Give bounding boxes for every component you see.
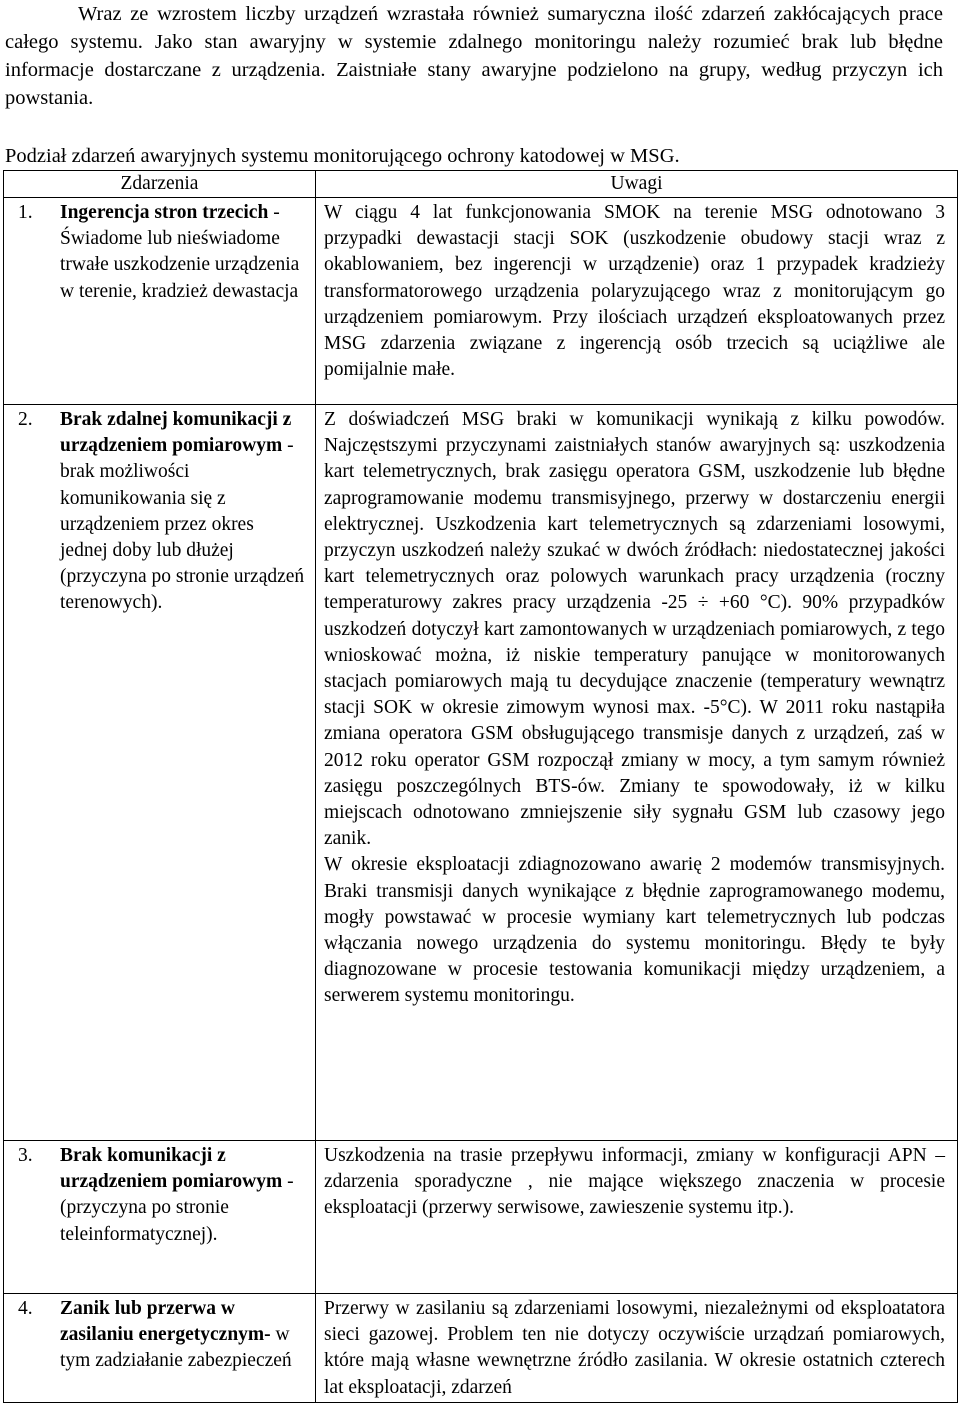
remarks-cell (316, 1141, 958, 1294)
remarks-cell (316, 198, 958, 405)
event-cell (4, 198, 316, 405)
event-description (60, 407, 305, 617)
header-events: Zdarzenia (4, 171, 316, 198)
remarks-paragraph: Uszkodzenia na trasie przepływu informacji, zmiany w konfiguracji APN – zdarzenia sporadyczne , nie mające większego znaczenia w procesie eksploatacji (przerwy serwisowe, zawieszenie systemu itp.). (324, 1145, 945, 1219)
remarks-paragraph: W ciągu 4 lat funkcjonowania SMOK na terenie MSG odnotowano 3 przypadki dewastacji stacji SOK (uszkodzenie obudowy stacji wraz z okablowaniem, bez ingerencji w urządzenie) oraz 1 przypadek kradzieży transformatorowego urządzenia polaryzującego wraz z monitorującym go urządzeniem pomiarowym. Przy ilościach urządzeń eksploatowanych przez MSG zdarzenia związane z ingerencją osób trzecich są uciążliwe ale pomijalnie małe. (324, 202, 945, 381)
remarks-paragraph: Przerwy w zasilaniu są zdarzeniami losowymi, niezależnymi od eksploatatora sieci gazowej. Problem ten nie dotyczy oczywiście urządzań pomiarowych, które mają własne wewnętrzne źródło zasilania. W okresie ostatnich czterech lat eksploatacji, zdarzeń (324, 1298, 945, 1398)
event-title: Brak komunikacji z urządzeniem pomiarowym (60, 1145, 283, 1193)
table-row (4, 405, 958, 1141)
event-number: 2. (18, 409, 33, 430)
remarks-paragraph: W okresie eksploatacji zdiagnozowano awarię 2 modemów transmisyjnych. Braki transmisji danych wynikające z błędnie zaprogramowanego modemu, mogły powstawać w procesie wymiany kart telemetrycznych lub podczas włączania nowego urządzenia do systemu monitoringu. Błędy te były diagnozowane w procesie testowania komunikacji między urządzeniem, a serwerem systemu monitoringu. (324, 854, 945, 1007)
event-number: 1. (18, 202, 33, 223)
intro-paragraph: Wraz ze wzrostem liczby urządzeń wzrastała również sumaryczna ilość zdarzeń zakłócających prace całego systemu. Jako stan awaryjny w systemie zdalnego monitoringu należy rozumieć brak lub błędne informacje dostarczane z urządzenia. Zaistniałe stany awaryjne podzielono na grupy, według przyczyn ich powstania. (5, 3, 943, 109)
event-title: Brak zdalnej komunikacji z urządzeniem pomiarowym (60, 409, 292, 457)
table-row (4, 198, 958, 405)
remarks-cell (316, 405, 958, 1141)
event-detail: -brak możliwości komunikowania się z urządzeniem przez okres jednej doby lub dłużej (przyczyna po stronie urządzeń terenowych). (60, 435, 305, 614)
event-cell (4, 1294, 316, 1403)
event-number: 4. (18, 1298, 33, 1319)
event-number: 3. (18, 1145, 33, 1166)
header-remarks: Uwagi (316, 171, 958, 198)
event-description (60, 1143, 305, 1248)
remarks-cell (316, 1294, 958, 1403)
remarks-paragraph: Z doświadczeń MSG braki w komunikacji wynikają z kilku powodów. Najczęstszymi przyczynami zaistniałych stanów awaryjnych są: uszkodzenia kart telemetrycznych, brak zasięgu operatora GSM, uszkodzenie lub błędne zaprogramowanie modemu transmisyjnego, przerwy w dostarczeniu energii elektrycznej. Uszkodzenia kart telemetrycznych są zdarzeniami losowymi, przyczyn uszkodzeń należy szukać w dwóch źródłach: niedostatecznej jakości kart telemetrycznych oraz polowych warunkach pracy urządzenia (roczny temperaturowy zakres pracy urządzenia -25 ÷ +60 °C). 90% przypadków uszkodzeń dotyczył kart zamontowanych w urządzeniach pomiarowych, z tego wnioskować można, iż niskie temperatury panujące w monitorowanych stacjach pomiarowych mają tu decydujące znaczenie (temperatury wewnątrz stacji SOK w okresie zimowym wynosi max. -5°C). W 2011 roku nastąpiła zmiana operatora GSM obsługującego transmisje danych z urządzeń, zaś w 2012 roku operator GSM rozpoczął zmiany w mocy, a tym samym również zasięgu poszczególnych BTS-ów. Zmiany te spowodowały, iż w kilku miejscach odnotowano zmniejszenie siły sygnału GSM lub czasowy jego zanik. (324, 409, 945, 850)
table-row (4, 1294, 958, 1403)
event-detail: - (przyczyna po stronie teleinformatycznej). (60, 1171, 294, 1245)
events-table (3, 170, 958, 1403)
event-title: Ingerencja stron trzecich (60, 202, 269, 223)
event-cell (4, 1141, 316, 1294)
table-row (4, 1141, 958, 1294)
intro-text (5, 0, 943, 112)
event-description (60, 200, 305, 305)
event-description (60, 1296, 305, 1375)
event-detail: w tym zadziałanie zabezpieczeń (60, 1324, 292, 1372)
table-caption: Podział zdarzeń awaryjnych systemu monitorującego ochrony katodowej w MSG. (5, 145, 680, 167)
table-header-row (4, 171, 958, 198)
event-detail: - Świadome lub nieświadome trwałe uszkodzenie urządzenia w terenie, kradzież dewastacja (60, 202, 300, 302)
event-title: Zanik lub przerwa w zasilaniu energetycznym- (60, 1298, 271, 1346)
event-cell (4, 405, 316, 1141)
